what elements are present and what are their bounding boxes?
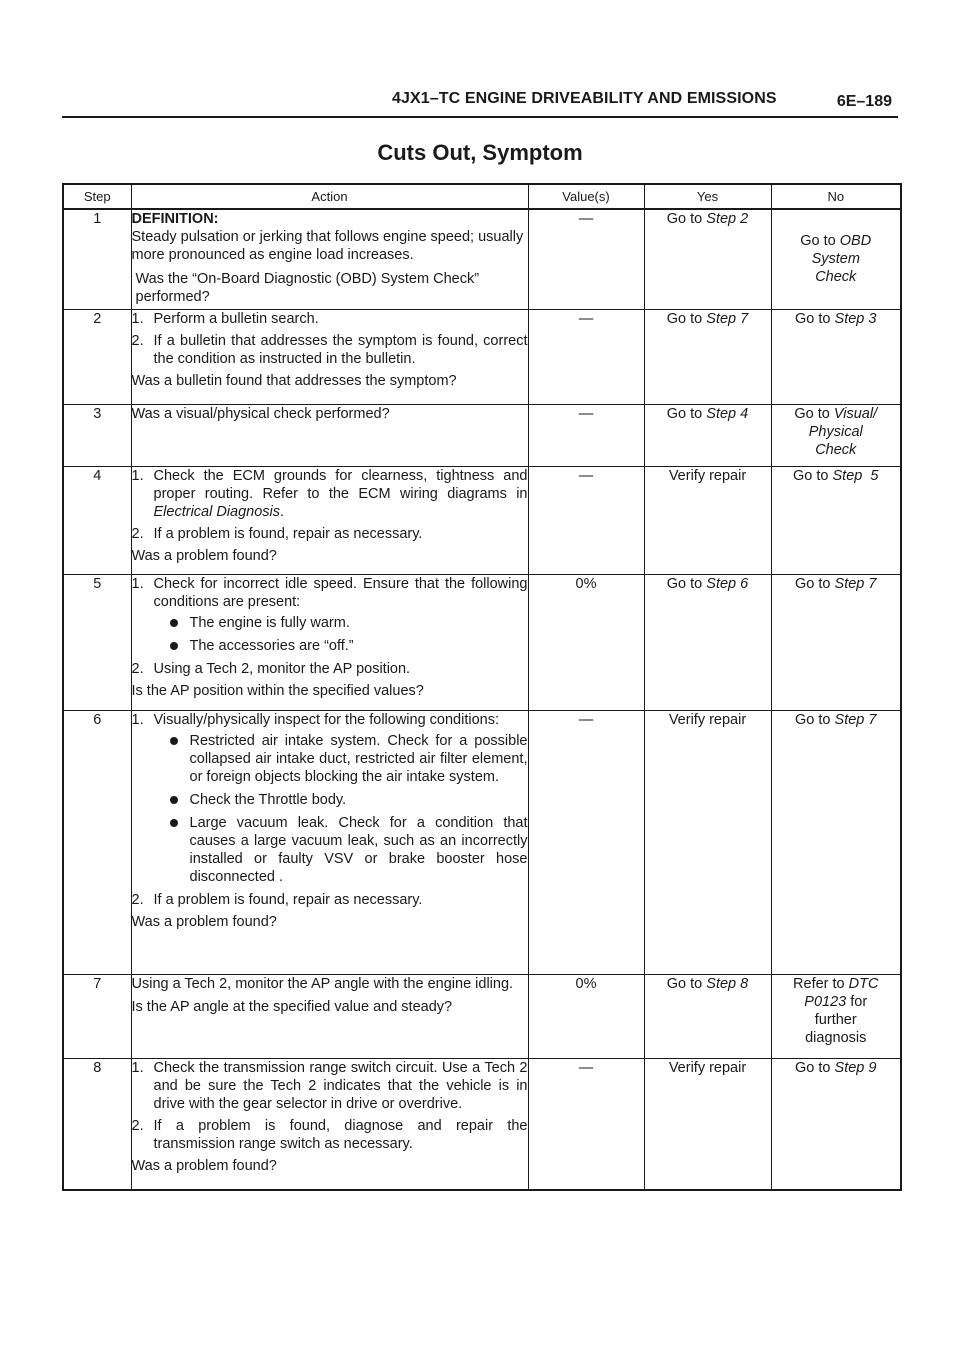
no-cell — [771, 574, 901, 710]
value-cell: 0% — [528, 574, 644, 710]
yes-prefix: Go to — [666, 310, 707, 327]
no-link[interactable]: Step 5 — [832, 467, 879, 484]
bullet-icon — [170, 796, 178, 804]
no-cell — [771, 466, 901, 574]
item-text: Check the transmission range switch circuit. Use a Tech 2 and be sure the Tech 2 indicates that the vehicle is in drive with the gear selector in drive or overdrive. — [153, 1059, 528, 1112]
value-cell: — — [528, 404, 644, 466]
yes-cell: Verify repair — [644, 1058, 771, 1190]
no-link[interactable]: Step 7 — [834, 711, 877, 728]
yes-cell — [644, 309, 771, 404]
table-row — [63, 466, 901, 574]
table-row — [63, 209, 901, 309]
step-number: 6 — [63, 710, 131, 974]
yes-cell — [644, 574, 771, 710]
action-item: 1. Check for incorrect idle speed. Ensure that the following conditions are present: The engine is fully warm. The accessories are “off.” — [131, 575, 528, 654]
yes-link[interactable]: Step 2 — [706, 211, 749, 227]
question-text: Was a bulletin found that addresses the symptom? — [131, 372, 457, 389]
no-link[interactable]: Step 7 — [834, 575, 877, 592]
action-cell — [131, 710, 528, 974]
step-number: 5 — [63, 574, 131, 710]
bullet-text: Restricted air intake system. Check for a possible collapsed air intake duct, restricted air filter element, or foreign objects blocking the air intake system. — [189, 732, 528, 785]
action-item: 1. Visually/physically inspect for the following conditions: Restricted air intake system. Check for a possible collapsed air intake duct, restricted air filter element, or foreign objects blocking the air intake system. Check the Throttle body. Large vacuum leak. Check for a condition that causes a large vacuum leak, such as an incorrectly installed or faulty VSV or brake booster hose disconnected . — [131, 711, 528, 885]
col-header-values: Value(s) — [528, 184, 644, 209]
page-title: Cuts Out, Symptom — [377, 140, 583, 165]
definition-label: DEFINITION: — [131, 211, 219, 227]
no-prefix: Go to — [795, 575, 835, 592]
bullet-item — [154, 614, 528, 632]
value-cell: — — [528, 1058, 644, 1190]
item-text: Check for incorrect idle speed. Ensure that the following conditions are present: — [153, 575, 528, 610]
no-cell — [771, 974, 901, 1058]
no-link[interactable]: DTC P0123 — [804, 975, 879, 1010]
bullet-icon — [170, 642, 178, 650]
item-text: Using a Tech 2, monitor the AP position. — [153, 660, 411, 677]
action-text: Using a Tech 2, monitor the AP angle with the engine idling. — [131, 975, 514, 992]
table-row — [63, 974, 901, 1058]
bullet-icon — [170, 737, 178, 745]
bullet-text: The accessories are “off.” — [189, 637, 354, 654]
question-text: Was a problem found? — [131, 1157, 277, 1174]
bullet-item — [154, 637, 528, 655]
step-number: 7 — [63, 974, 131, 1058]
action-item: 2. If a problem is found, repair as necessary. — [131, 891, 423, 908]
yes-cell — [644, 404, 771, 466]
bullet-item — [154, 814, 528, 886]
yes-prefix: Go to — [666, 211, 707, 227]
value-cell: — — [528, 710, 644, 974]
step-number: 8 — [63, 1058, 131, 1190]
table-row — [63, 404, 901, 466]
col-header-no: No — [771, 184, 901, 209]
action-cell — [131, 309, 528, 404]
yes-cell: Verify repair — [644, 466, 771, 574]
action-cell — [131, 209, 528, 309]
action-cell — [131, 974, 528, 1058]
no-prefix: Refer to — [793, 975, 849, 992]
action-cell — [131, 574, 528, 710]
no-cell — [771, 710, 901, 974]
item-text: Visually/physically inspect for the following conditions: — [153, 711, 499, 728]
bullet-icon — [170, 819, 178, 827]
bullet-item — [154, 791, 528, 809]
step-number: 4 — [63, 466, 131, 574]
yes-link[interactable]: Step 4 — [706, 405, 749, 422]
step-number: 3 — [63, 404, 131, 466]
header-title: 4JX1–TC ENGINE DRIVEABILITY AND EMISSIONS — [392, 90, 777, 107]
no-prefix: Go to — [794, 405, 834, 422]
step-number: 1 — [63, 209, 131, 309]
action-cell — [131, 404, 528, 466]
table-row — [63, 1058, 901, 1190]
value-cell: — — [528, 466, 644, 574]
step-number: 2 — [63, 309, 131, 404]
question-text: Was a problem found? — [131, 547, 277, 564]
yes-link[interactable]: Step 7 — [706, 310, 749, 327]
action-item: 2. If a problem is found, diagnose and repair the transmission range switch as necessary. — [131, 1117, 528, 1152]
col-header-step: Step — [63, 184, 131, 209]
question-text: Was a visual/physical check performed? — [131, 405, 390, 422]
no-link[interactable]: Step 3 — [834, 310, 877, 327]
table-row — [63, 309, 901, 404]
yes-prefix: Go to — [666, 975, 707, 992]
yes-cell: Verify repair — [644, 710, 771, 974]
no-cell — [771, 1058, 901, 1190]
table-row — [63, 710, 901, 974]
action-item: 2. If a problem is found, repair as necessary. — [131, 525, 423, 542]
action-cell — [131, 1058, 528, 1190]
question-text: Was the “On-Board Diagnostic (OBD) System Check” performed? — [135, 271, 480, 305]
bullet-icon — [170, 619, 178, 627]
page-header — [62, 86, 898, 118]
no-prefix: Go to — [793, 467, 833, 484]
value-cell: 0% — [528, 974, 644, 1058]
page-number: 6E–189 — [836, 93, 892, 110]
action-item: 1. Check the ECM grounds for clearness, tightness and proper routing. Refer to the ECM wiring diagrams in Electrical Diagnosis. — [131, 467, 528, 520]
item-text: If a problem is found, repair as necessary. — [153, 525, 423, 542]
no-link[interactable]: Step 9 — [834, 1059, 877, 1076]
action-item: 1. Check the transmission range switch circuit. Use a Tech 2 and be sure the Tech 2 indicates that the vehicle is in drive with the gear selector in drive or overdrive. — [131, 1059, 528, 1112]
yes-prefix: Go to — [666, 405, 707, 422]
item-link[interactable]: Electrical Diagnosis — [153, 503, 281, 520]
no-prefix: Go to — [800, 233, 840, 250]
bullet-text: Large vacuum leak. Check for a condition that causes a large vacuum leak, such as an incorrectly installed or faulty VSV or brake booster hose disconnected . — [189, 814, 528, 885]
value-cell: — — [528, 309, 644, 404]
question-text: Is the AP angle at the specified value and steady? — [131, 998, 453, 1015]
yes-cell — [644, 974, 771, 1058]
table-header-row — [63, 184, 901, 209]
item-text: If a problem is found, repair as necessary. — [153, 891, 423, 908]
no-prefix: Go to — [795, 711, 835, 728]
item-text: If a bulletin that addresses the symptom is found, correct the condition as instructed in the bulletin. — [153, 332, 528, 367]
action-cell — [131, 466, 528, 574]
no-cell — [771, 404, 901, 466]
action-item: 2. If a bulletin that addresses the symptom is found, correct the condition as instructed in the bulletin. — [131, 332, 528, 367]
question-text: Was a problem found? — [131, 913, 277, 930]
no-link[interactable]: OBD System Check — [811, 233, 872, 286]
yes-cell — [644, 209, 771, 309]
col-header-yes: Yes — [644, 184, 771, 209]
yes-prefix: Go to — [666, 575, 707, 592]
yes-link[interactable]: Step 6 — [706, 575, 749, 592]
no-suffix: for further diagnosis — [805, 993, 868, 1046]
bullet-text: The engine is fully warm. — [189, 614, 350, 631]
item-text: Check the ECM grounds for clearness, tightness and proper routing. Refer to the ECM wiring diagrams in — [153, 467, 528, 502]
action-item: 1. Perform a bulletin search. — [131, 310, 319, 327]
no-prefix: Go to — [795, 310, 835, 327]
value-cell: — — [528, 209, 644, 309]
table-row — [63, 574, 901, 710]
item-text: Perform a bulletin search. — [153, 310, 319, 327]
no-cell — [771, 309, 901, 404]
bullet-item — [154, 732, 528, 786]
col-header-action: Action — [131, 184, 528, 209]
no-link[interactable]: Visual/ Physical Check — [808, 405, 878, 458]
diagnostic-table — [62, 183, 902, 1191]
yes-link[interactable]: Step 8 — [706, 975, 749, 992]
action-item: 2. Using a Tech 2, monitor the AP position. — [131, 660, 411, 677]
no-cell — [771, 209, 901, 309]
item-text: If a problem is found, diagnose and repair the transmission range switch as necessary. — [153, 1117, 528, 1152]
no-prefix: Go to — [795, 1059, 835, 1076]
bullet-text: Check the Throttle body. — [189, 791, 347, 808]
definition-text: Steady pulsation or jerking that follows engine speed; usually more pronounced as engine load increases. — [131, 229, 524, 263]
question-text: Is the AP position within the specified values? — [131, 682, 424, 699]
